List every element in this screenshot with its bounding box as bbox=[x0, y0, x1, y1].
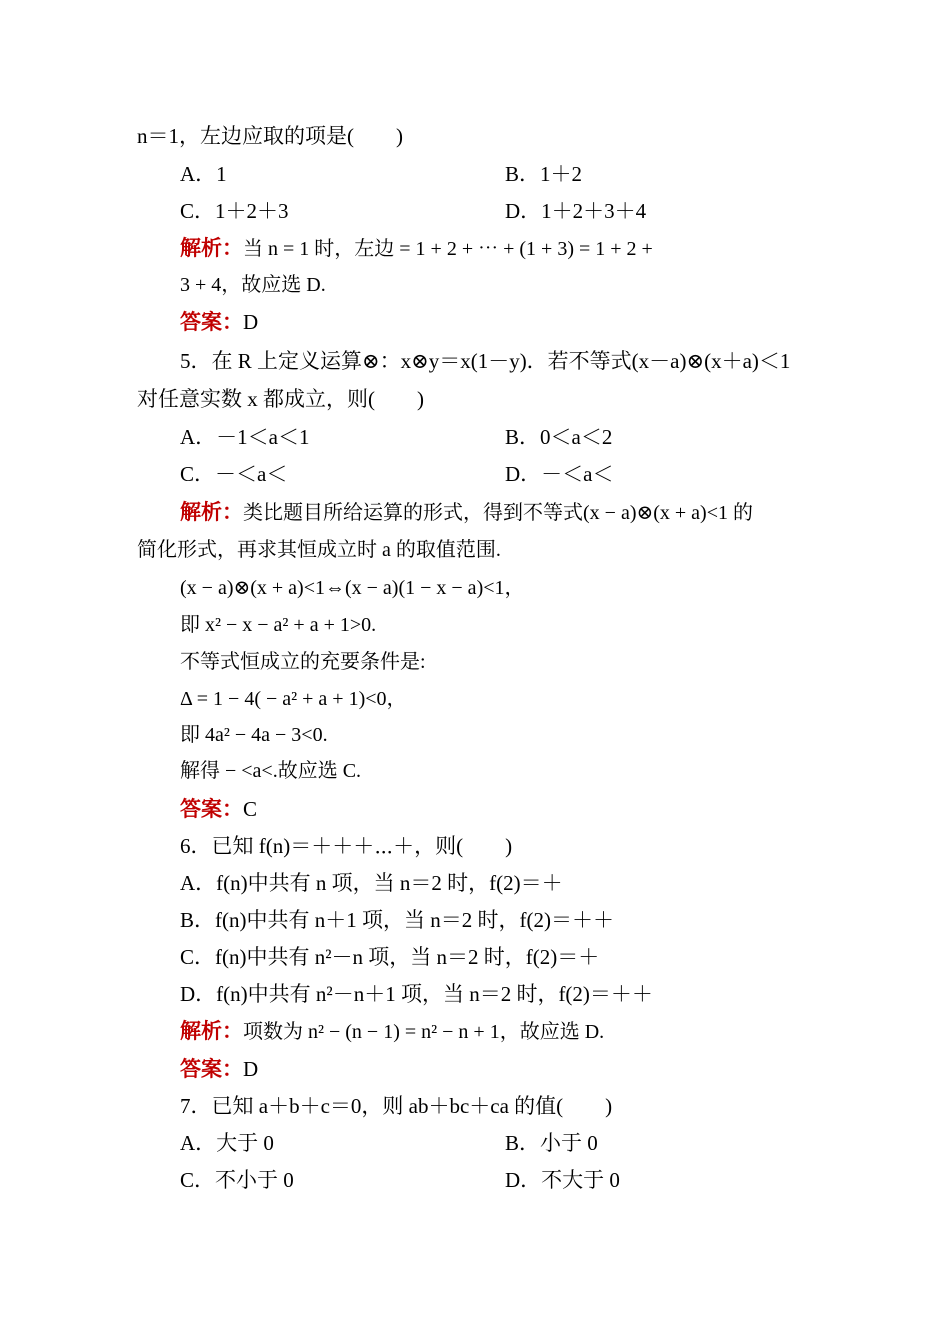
q7-option-c: C．不小于 0 bbox=[180, 1168, 294, 1192]
q5-analysis-line-5: 不等式恒成立的充要条件是: bbox=[180, 651, 426, 673]
answer-label: 答案： bbox=[180, 1057, 243, 1081]
q4-option-b: B．1＋2 bbox=[505, 162, 583, 186]
q5-option-d: D．－＜a＜ bbox=[505, 462, 614, 486]
q6-option-c: C．f(n)中共有 n²－n 项，当 n＝2 时，f(2)＝＋ bbox=[180, 945, 600, 969]
q5-stem-line-1: 5．在 R 上定义运算⊗：x⊗y＝x(1－y)．若不等式(x－a)⊗(x＋a)＜1 bbox=[180, 349, 791, 373]
q5-option-c: C．－＜a＜ bbox=[180, 462, 288, 486]
q5-analysis-line-7: 即 4a² − 4a − 3<0. bbox=[180, 724, 328, 746]
q5-analysis-line-4: 即 x² − x − a² + a + 1>0. bbox=[180, 614, 377, 636]
q7-stem: 7．已知 a＋b＋c＝0，则 ab＋bc＋ca 的值( ) bbox=[180, 1094, 613, 1118]
analysis-label: 解析： bbox=[180, 1019, 243, 1043]
q7-option-b: B．小于 0 bbox=[505, 1131, 598, 1155]
q4-stem-tail: n＝1，左边应取的项是( ) bbox=[137, 124, 403, 148]
q6-answer-value: D bbox=[243, 1057, 259, 1081]
q6-analysis-text: 项数为 n² − (n − 1) = n² − n + 1，故应选 D. bbox=[243, 1021, 605, 1043]
q4-answer bbox=[180, 308, 258, 336]
q5-option-b: B．0＜a＜2 bbox=[505, 425, 613, 449]
q5-analysis bbox=[180, 498, 753, 527]
q7-option-a: A．大于 0 bbox=[180, 1131, 274, 1155]
q4-option-a: A．1 bbox=[180, 162, 227, 186]
q6-option-a: A．f(n)中共有 n 项，当 n＝2 时，f(2)＝＋ bbox=[180, 871, 563, 895]
q4-analysis-line-2: 3 + 4，故应选 D. bbox=[180, 274, 326, 296]
q5-answer bbox=[180, 795, 257, 823]
q5-analysis-line-2: 简化形式，再求其恒成立时 a 的取值范围. bbox=[137, 539, 501, 561]
q6-answer bbox=[180, 1055, 258, 1083]
q5-analysis-line-6: Δ = 1 − 4( − a² + a + 1)<0， bbox=[180, 688, 407, 710]
q5-analysis-line-3: (x − a)⊗(x + a)<1⇔(x − a)(1 − x − a)<1， bbox=[180, 577, 525, 599]
q5-analysis-line-8: 解得 − <a<.故应选 C. bbox=[180, 760, 362, 782]
answer-label: 答案： bbox=[180, 797, 243, 821]
q6-option-b: B．f(n)中共有 n＋1 项，当 n＝2 时，f(2)＝＋＋ bbox=[180, 908, 614, 932]
q6-stem: 6．已知 f(n)＝＋＋＋⋯＋，则( ) bbox=[180, 834, 513, 858]
q4-analysis bbox=[180, 234, 653, 263]
analysis-label: 解析： bbox=[180, 500, 243, 524]
q4-option-c: C．1＋2＋3 bbox=[180, 199, 289, 223]
q4-analysis-line-1: 当 n = 1 时，左边 = 1 + 2 + ⋯ + (1 + 3) = 1 + 2 + bbox=[243, 238, 653, 260]
analysis-label: 解析： bbox=[180, 236, 243, 260]
q4-option-d: D．1＋2＋3＋4 bbox=[505, 199, 647, 223]
q7-option-d: D．不大于 0 bbox=[505, 1168, 620, 1192]
q4-answer-value: D bbox=[243, 310, 259, 334]
q5-analysis-line-1: 类比题目所给运算的形式，得到不等式(x − a)⊗(x + a)<1 的 bbox=[243, 502, 753, 524]
q5-option-a: A．－1＜a＜1 bbox=[180, 425, 310, 449]
q6-analysis bbox=[180, 1017, 604, 1046]
answer-label: 答案： bbox=[180, 310, 243, 334]
q5-stem-line-2: 对任意实数 x 都成立，则( ) bbox=[137, 387, 424, 411]
q5-answer-value: C bbox=[243, 797, 258, 821]
q6-option-d: D．f(n)中共有 n²－n＋1 项，当 n＝2 时，f(2)＝＋＋ bbox=[180, 982, 653, 1006]
